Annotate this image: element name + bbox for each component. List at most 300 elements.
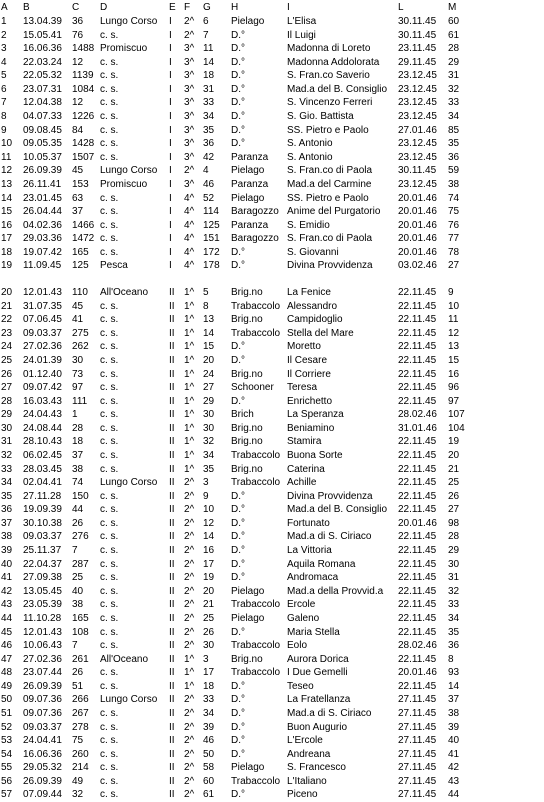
table-cell: 22.11.45 xyxy=(398,463,437,475)
table-cell: 22.11.45 xyxy=(398,327,437,339)
table-cell: c. s. xyxy=(100,667,119,679)
table-cell: 01.12.40 xyxy=(23,368,62,380)
table-cell: c. s. xyxy=(100,640,119,652)
table-cell: S. Emidio xyxy=(287,219,330,231)
table-cell: 29 xyxy=(203,395,215,407)
table-cell: 2^ xyxy=(184,490,195,502)
table-cell: 14 xyxy=(1,192,13,204)
table-cell: 23.12.45 xyxy=(398,178,437,190)
table-row xyxy=(0,571,544,585)
table-cell: Buona Sorte xyxy=(287,449,343,461)
table-cell: 22.05.32 xyxy=(23,70,62,82)
table-cell: 108 xyxy=(72,626,89,638)
table-cell: 33 xyxy=(203,97,215,109)
table-cell: Maria Stella xyxy=(287,626,340,638)
table-row xyxy=(0,151,544,165)
table-cell: 97 xyxy=(448,395,460,407)
table-row xyxy=(0,69,544,83)
table-cell: 12.01.43 xyxy=(23,626,62,638)
table-row xyxy=(0,15,544,29)
table-cell: 57 xyxy=(1,789,13,801)
table-cell: 2^ xyxy=(184,775,195,787)
table-cell: 20.01.46 xyxy=(398,219,437,231)
table-row xyxy=(0,259,544,273)
table-cell: 27 xyxy=(448,260,460,272)
table-cell: 58 xyxy=(203,762,215,774)
table-cell: Paranza xyxy=(231,178,269,190)
table-cell: 33 xyxy=(448,599,460,611)
table-cell: II xyxy=(169,748,175,760)
table-cell: 2^ xyxy=(184,504,195,516)
column-header: F xyxy=(184,2,191,13)
table-cell: 26.09.39 xyxy=(23,165,62,177)
table-cell: 2^ xyxy=(184,735,195,747)
table-cell: 5 xyxy=(203,287,209,299)
table-cell: 27.11.45 xyxy=(398,735,437,747)
table-cell: 30.11.45 xyxy=(398,165,437,177)
table-cell: 41 xyxy=(448,748,460,760)
table-row xyxy=(0,490,544,504)
table-cell: Galeno xyxy=(287,612,320,624)
table-cell: 2 xyxy=(1,29,7,41)
table-row xyxy=(0,192,544,206)
table-cell: 3 xyxy=(203,477,209,489)
table-cell: 28 xyxy=(1,395,13,407)
table-cell: 23.07.31 xyxy=(23,83,62,95)
table-cell: I xyxy=(169,233,172,245)
table-cell: II xyxy=(169,449,175,461)
table-cell: 34 xyxy=(1,477,13,489)
table-cell: 19.07.42 xyxy=(23,246,62,258)
table-cell: 3^ xyxy=(184,151,195,163)
table-cell: 27 xyxy=(448,504,460,516)
table-row xyxy=(0,340,544,354)
table-cell: 20.01.46 xyxy=(398,233,437,245)
table-cell: 28.10.43 xyxy=(23,436,62,448)
table-cell: 30 xyxy=(448,558,460,570)
table-cell: 2^ xyxy=(184,545,195,557)
table-cell: Trabaccolo xyxy=(231,775,281,787)
table-cell: II xyxy=(169,599,175,611)
table-cell: 02.04.41 xyxy=(23,477,62,489)
table-cell: 33 xyxy=(1,463,13,475)
table-cell: 111 xyxy=(72,395,88,407)
table-cell: 2^ xyxy=(184,748,195,760)
table-cell: Lungo Corso xyxy=(100,16,158,27)
table-cell: c. s. xyxy=(100,138,119,150)
table-row xyxy=(0,164,544,178)
table-cell: 22.11.45 xyxy=(398,653,437,665)
table-cell: II xyxy=(169,490,175,502)
table-row xyxy=(0,42,544,56)
table-cell: c. s. xyxy=(100,314,119,326)
table-cell: 22.11.45 xyxy=(398,680,437,692)
table-cell: 30 xyxy=(1,422,13,434)
table-row xyxy=(0,761,544,775)
table-cell: 30 xyxy=(203,409,215,421)
table-cell: II xyxy=(169,409,175,421)
table-cell: 22.11.45 xyxy=(398,585,437,597)
column-header: C xyxy=(72,2,80,13)
table-cell: 09.05.35 xyxy=(23,138,62,150)
table-cell: 153 xyxy=(72,178,89,190)
table-cell: II xyxy=(169,341,175,353)
table-cell: 63 xyxy=(72,192,84,204)
table-cell: I xyxy=(169,192,172,204)
table-cell: 25 xyxy=(203,612,215,624)
table-cell: 30.10.38 xyxy=(23,517,62,529)
table-row xyxy=(0,205,544,219)
table-cell: 22.11.45 xyxy=(398,490,437,502)
table-row xyxy=(0,83,544,97)
table-cell: 27.11.45 xyxy=(398,762,437,774)
table-cell: 12.04.38 xyxy=(23,97,62,109)
table-row xyxy=(0,558,544,572)
table-cell: 26.04.44 xyxy=(23,206,62,218)
table-cell: II xyxy=(169,504,175,516)
table-cell: 22.11.45 xyxy=(398,436,437,448)
table-cell: Pesca xyxy=(100,260,128,272)
table-cell: c. s. xyxy=(100,517,119,529)
table-cell: 27.02.36 xyxy=(23,653,62,665)
table-cell: 28.02.46 xyxy=(398,409,437,421)
table-cell: 12 xyxy=(72,56,84,68)
table-cell: II xyxy=(169,558,175,570)
table-cell: 125 xyxy=(72,260,89,272)
table-cell: 29.03.36 xyxy=(23,233,62,245)
table-cell: 14 xyxy=(203,327,215,339)
table-row xyxy=(0,748,544,762)
table-cell: 55 xyxy=(1,762,13,774)
table-cell: 261 xyxy=(72,653,89,665)
table-cell: I xyxy=(169,151,172,163)
table-cell: 3^ xyxy=(184,111,195,123)
column-header: B xyxy=(23,2,30,13)
table-cell: II xyxy=(169,640,175,652)
table-cell: II xyxy=(169,762,175,774)
table-cell: Fortunato xyxy=(287,517,330,529)
table-cell: 1^ xyxy=(184,449,195,461)
table-cell: 10 xyxy=(203,504,215,516)
table-cell: c. s. xyxy=(100,775,119,787)
table-cell: 27.11.28 xyxy=(23,490,62,502)
table-cell: Stella del Mare xyxy=(287,327,354,339)
table-cell: II xyxy=(169,653,175,665)
table-cell: 38 xyxy=(448,708,460,719)
table-cell: All'Oceano xyxy=(100,287,149,299)
column-header: G xyxy=(203,2,211,13)
table-cell: 48 xyxy=(1,667,13,679)
table-cell: II xyxy=(169,708,175,719)
column-header: A xyxy=(1,2,8,13)
table-cell: 30.11.45 xyxy=(398,29,437,41)
table-cell: 39 xyxy=(1,545,13,557)
table-cell: 26.11.41 xyxy=(23,178,62,190)
table-cell: 22.11.45 xyxy=(398,300,437,312)
table-cell: II xyxy=(169,477,175,489)
table-cell: II xyxy=(169,395,175,407)
table-cell: D.° xyxy=(231,29,245,41)
table-cell: 1428 xyxy=(72,138,95,150)
table-cell: 22.11.45 xyxy=(398,449,437,461)
table-cell: 3^ xyxy=(184,138,195,150)
table-cell: Trabaccolo xyxy=(231,300,281,312)
table-cell: Andreana xyxy=(287,748,331,760)
table-cell: I xyxy=(169,56,172,68)
table-cell: 13.04.39 xyxy=(23,16,62,27)
table-cell: c. s. xyxy=(100,70,119,82)
table-cell: 27.11.45 xyxy=(398,708,437,719)
table-cell: 26.09.39 xyxy=(23,680,62,692)
table-cell: 4^ xyxy=(184,219,195,231)
table-row xyxy=(0,612,544,626)
table-cell: 59 xyxy=(448,165,460,177)
table-cell: II xyxy=(169,314,175,326)
table-cell: D.° xyxy=(231,721,245,733)
table-cell: Anime del Purgatorio xyxy=(287,206,381,218)
table-cell: La Fenice xyxy=(287,287,331,299)
table-cell: c. s. xyxy=(100,206,119,218)
table-cell: D.° xyxy=(231,83,245,95)
table-cell: Mad.a di S. Ciriaco xyxy=(287,531,372,543)
table-cell: 27.09.38 xyxy=(23,572,62,584)
table-cell: 178 xyxy=(203,260,220,272)
table-cell: 21 xyxy=(1,300,13,312)
table-row xyxy=(0,300,544,314)
table-cell: 22.03.24 xyxy=(23,56,62,68)
table-cell: 09.03.37 xyxy=(23,327,62,339)
table-cell: Teresa xyxy=(287,382,318,394)
table-cell: SS. Pietro e Paolo xyxy=(287,124,369,136)
table-cell: 2^ xyxy=(184,531,195,543)
table-cell: c. s. xyxy=(100,327,119,339)
table-cell: 2^ xyxy=(184,477,195,489)
table-cell: 7 xyxy=(203,29,209,41)
table-cell: Brig.no xyxy=(231,287,263,299)
table-cell: 1507 xyxy=(72,151,95,163)
table-cell: 14 xyxy=(203,56,215,68)
table-cell: c. s. xyxy=(100,572,119,584)
table-cell: 25 xyxy=(448,477,460,489)
table-cell: II xyxy=(169,667,175,679)
table-cell: 24 xyxy=(1,341,13,353)
table-cell: 29 xyxy=(448,545,460,557)
table-cell: 45 xyxy=(1,626,13,638)
table-cell: 10.05.37 xyxy=(23,151,62,163)
table-cell: I xyxy=(169,43,172,55)
table-cell: c. s. xyxy=(100,341,119,353)
table-cell: 22.11.45 xyxy=(398,504,437,516)
table-cell: Pielago xyxy=(231,612,265,624)
table-cell: II xyxy=(169,463,175,475)
table-cell: 4^ xyxy=(184,246,195,258)
table-cell: D.° xyxy=(231,708,245,719)
table-cell: 22.11.45 xyxy=(398,314,437,326)
table-cell: I xyxy=(169,260,172,272)
table-cell: 35 xyxy=(203,124,215,136)
table-cell: 16.03.43 xyxy=(23,395,62,407)
table-cell: 09.03.37 xyxy=(23,721,62,733)
table-row xyxy=(0,626,544,640)
table-cell: c. s. xyxy=(100,490,119,502)
table-cell: 74 xyxy=(448,192,460,204)
table-cell: D.° xyxy=(231,626,245,638)
table-cell: 13 xyxy=(203,314,215,326)
table-cell: 4^ xyxy=(184,192,195,204)
table-cell: Moretto xyxy=(287,341,321,353)
table-cell: 60 xyxy=(203,775,215,787)
table-cell: 1^ xyxy=(184,667,195,679)
table-row xyxy=(0,598,544,612)
table-cell: 7 xyxy=(72,640,78,652)
table-cell: 1^ xyxy=(184,422,195,434)
table-cell: 16.06.36 xyxy=(23,748,62,760)
table-cell: 26 xyxy=(72,517,84,529)
table-cell: 38 xyxy=(72,463,84,475)
column-header: E xyxy=(169,2,176,13)
table-cell: D.° xyxy=(231,545,245,557)
table-cell: 38 xyxy=(1,531,13,543)
table-row xyxy=(0,124,544,138)
table-cell: 29.11.45 xyxy=(398,56,437,68)
table-cell: 20 xyxy=(448,449,460,461)
table-cell: 1^ xyxy=(184,287,195,299)
table-cell: 20 xyxy=(203,585,215,597)
table-cell: 35 xyxy=(448,626,460,638)
table-cell: Eolo xyxy=(287,640,308,652)
table-cell: 1226 xyxy=(72,111,95,123)
table-cell: c. s. xyxy=(100,748,119,760)
table-cell: 20.01.46 xyxy=(398,192,437,204)
table-cell: 61 xyxy=(203,789,215,801)
table-cell: 32 xyxy=(448,585,460,597)
table-cell: 3^ xyxy=(184,178,195,190)
table-cell: S. Francesco xyxy=(287,762,346,774)
table-cell: 47 xyxy=(1,653,13,665)
table-cell: 27.11.45 xyxy=(398,775,437,787)
table-cell: D.° xyxy=(231,395,245,407)
table-cell: Il Cesare xyxy=(287,354,328,366)
table-cell: 22.04.37 xyxy=(23,558,62,570)
table-cell: 97 xyxy=(72,382,84,394)
table-cell: 84 xyxy=(72,124,84,136)
table-cell: 49 xyxy=(1,680,13,692)
table-cell: 25 xyxy=(72,572,84,584)
table-cell: Trabaccolo xyxy=(231,667,281,679)
table-cell: 46 xyxy=(1,640,13,652)
table-cell: 3 xyxy=(203,653,209,665)
table-cell: D.° xyxy=(231,748,245,760)
table-cell: 110 xyxy=(72,287,88,299)
table-cell: Pielago xyxy=(231,16,265,27)
table-cell: 4 xyxy=(1,56,7,68)
table-cell: Brig.no xyxy=(231,436,263,448)
table-cell: 09.08.45 xyxy=(23,124,62,136)
table-cell: II xyxy=(169,436,175,448)
table-cell: 34 xyxy=(448,111,460,123)
table-row xyxy=(0,327,544,341)
table-cell: 45 xyxy=(72,165,84,177)
table-cell: c. s. xyxy=(100,789,119,801)
table-cell: 5 xyxy=(1,70,7,82)
table-cell: La Fratellanza xyxy=(287,694,351,706)
table-cell: Andromaca xyxy=(287,572,339,584)
table-cell: L'Ercole xyxy=(287,735,323,747)
table-cell: 17 xyxy=(1,233,13,245)
table-cell: D.° xyxy=(231,354,245,366)
table-row xyxy=(0,530,544,544)
table-cell: II xyxy=(169,789,175,801)
table-cell: 15 xyxy=(203,341,215,353)
table-cell: D.° xyxy=(231,138,245,150)
table-cell: 15 xyxy=(448,354,460,366)
table-cell: 9 xyxy=(203,490,209,502)
table-cell: c. s. xyxy=(100,531,119,543)
table-cell: I xyxy=(169,97,172,109)
table-cell: 6 xyxy=(203,16,209,27)
table-cell: 76 xyxy=(72,29,84,41)
table-cell: 18 xyxy=(1,246,13,258)
table-cell: 15 xyxy=(1,206,13,218)
table-cell: 54 xyxy=(1,748,13,760)
table-cell: 46 xyxy=(203,735,215,747)
table-cell: 13 xyxy=(1,178,13,190)
table-cell: D.° xyxy=(231,694,245,706)
table-cell: 23.11.45 xyxy=(398,43,437,55)
table-cell: 37 xyxy=(1,517,13,529)
table-cell: 1^ xyxy=(184,436,195,448)
table-cell: II xyxy=(169,327,175,339)
table-cell: 3^ xyxy=(184,97,195,109)
table-cell: 151 xyxy=(203,233,220,245)
table-cell: c. s. xyxy=(100,246,119,258)
table-cell: 23.12.45 xyxy=(398,151,437,163)
table-cell: Teseo xyxy=(287,680,314,692)
table-cell: 26 xyxy=(448,490,460,502)
table-cell: II xyxy=(169,694,175,706)
table-cell: 23.12.45 xyxy=(398,97,437,109)
table-cell: 24.01.39 xyxy=(23,354,62,366)
table-cell: 41 xyxy=(72,314,84,326)
table-cell: c. s. xyxy=(100,409,119,421)
table-row xyxy=(0,435,544,449)
table-cell: S. Vincenzo Ferreri xyxy=(287,97,373,109)
table-cell: 31.07.35 xyxy=(23,300,62,312)
table-row xyxy=(0,721,544,735)
table-cell: 1^ xyxy=(184,382,195,394)
table-cell: c. s. xyxy=(100,721,119,733)
table-cell: II xyxy=(169,531,175,543)
table-cell: 2^ xyxy=(184,29,195,41)
table-cell: Ercole xyxy=(287,599,316,611)
table-row xyxy=(0,381,544,395)
table-cell: 42 xyxy=(203,151,215,163)
table-cell: 36 xyxy=(448,640,460,652)
table-row xyxy=(0,734,544,748)
table-cell: c. s. xyxy=(100,56,119,68)
table-cell: 2^ xyxy=(184,599,195,611)
table-cell: II xyxy=(169,612,175,624)
table-row xyxy=(0,639,544,653)
table-cell: 2^ xyxy=(184,16,195,27)
table-cell: c. s. xyxy=(100,762,119,774)
table-row xyxy=(0,775,544,789)
table-cell: Promiscuo xyxy=(100,178,148,190)
table-cell: 27.11.45 xyxy=(398,789,437,801)
table-cell: 2^ xyxy=(184,517,195,529)
table-cell: 42 xyxy=(448,762,460,774)
table-cell: 93 xyxy=(448,667,460,679)
